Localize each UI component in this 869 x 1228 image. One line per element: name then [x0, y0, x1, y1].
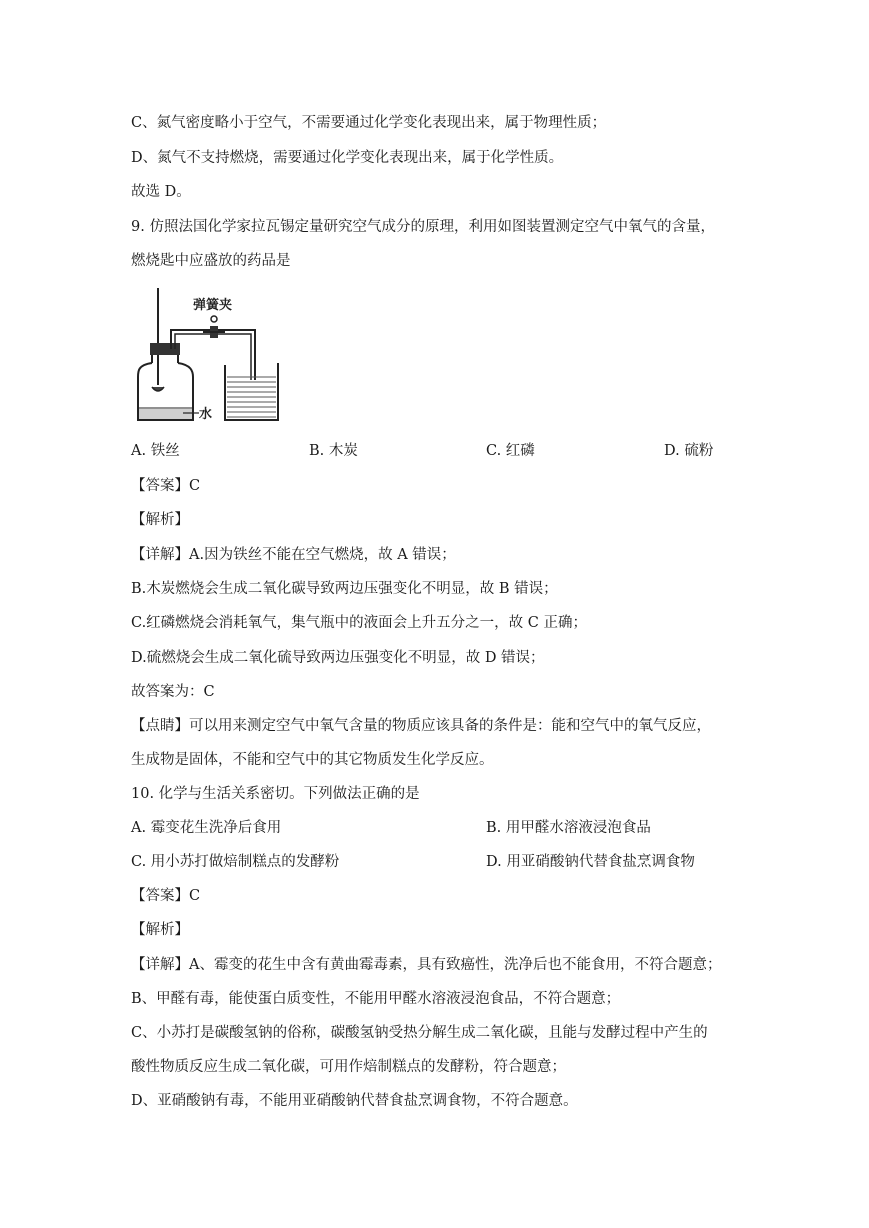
q10-option-a: A. 霉变花生洗净后食用	[131, 820, 282, 836]
q9-option-c: C. 红磷	[486, 443, 535, 459]
q10-detail-c-line-1: C、小苏打是碳酸氢钠的俗称，碳酸氢钠受热分解生成二氧化碳，且能与发酵过程中产生的	[131, 1025, 708, 1041]
q9-stem-line-1: 9. 仿照法国化学家拉瓦锡定量研究空气成分的原理，利用如图装置测定空气中氧气的含量，	[131, 219, 715, 235]
q9-option-a: A. 铁丝	[131, 443, 180, 459]
q9-detail-c: C.红磷燃烧会消耗氧气，集气瓶中的液面会上升五分之一，故 C 正确；	[131, 615, 587, 631]
q10-option-b: B. 用甲醛水溶液浸泡食品	[486, 820, 651, 836]
clamp-label: 弹簧夹	[193, 298, 233, 313]
q9-detail-d: D.硫燃烧会生成二氧化硫导致两边压强变化不明显，故 D 错误；	[131, 650, 545, 666]
q10-stem: 10. 化学与生活关系密切。下列做法正确的是	[131, 786, 420, 802]
q9-conclusion: 故答案为：C	[131, 684, 215, 700]
q10-detail-b: B、甲醛有毒，能使蛋白质变性，不能用甲醛水溶液浸泡食品，不符合题意；	[131, 991, 621, 1007]
q10-option-c: C. 用小苏打做焙制糕点的发酵粉	[131, 854, 340, 870]
q10-answer: 【答案】C	[131, 888, 201, 904]
q10-detail-c-line-2: 酸性物质反应生成二氧化碳，可用作焙制糕点的发酵粉，符合题意；	[131, 1059, 566, 1075]
water-label: 水	[199, 407, 213, 422]
q8-option-d-explanation: D、氮气不支持燃烧，需要通过化学变化表现出来，属于化学性质。	[131, 150, 564, 166]
q9-analysis-heading: 【解析】	[131, 512, 189, 528]
q9-answer: 【答案】C	[131, 478, 201, 494]
q9-note-line-2: 生成物是固体，不能和空气中的其它物质发生化学反应。	[131, 752, 494, 768]
q8-choice: 故选 D。	[131, 184, 191, 200]
q9-note-line-1: 【点睛】可以用来测定空气中氧气含量的物质应该具备的条件是：能和空气中的氧气反应，	[131, 718, 711, 734]
q9-stem-line-2: 燃烧匙中应盛放的药品是	[131, 253, 291, 269]
q8-option-c-explanation: C、氮气密度略小于空气，不需要通过化学变化表现出来，属于物理性质；	[131, 115, 607, 131]
q10-detail-d: D、亚硝酸钠有毒，不能用亚硝酸钠代替食盐烹调食物，不符合题意。	[131, 1093, 578, 1109]
q10-analysis-heading: 【解析】	[131, 922, 189, 938]
q9-detail-b: B.木炭燃烧会生成二氧化碳导致两边压强变化不明显，故 B 错误；	[131, 581, 558, 597]
q9-option-b: B. 木炭	[309, 443, 358, 459]
q10-detail-a: 【详解】A、霉变的花生中含有黄曲霉毒素，具有致癌性，洗净后也不能食用，不符合题意；	[131, 957, 722, 973]
q10-option-d: D. 用亚硝酸钠代替食盐烹调食物	[486, 854, 695, 870]
q9-option-d: D. 硫粉	[664, 443, 714, 459]
q9-detail-a: 【详解】A.因为铁丝不能在空气燃烧，故 A 错误；	[131, 547, 456, 563]
oxygen-measurement-apparatus-figure	[133, 285, 283, 425]
